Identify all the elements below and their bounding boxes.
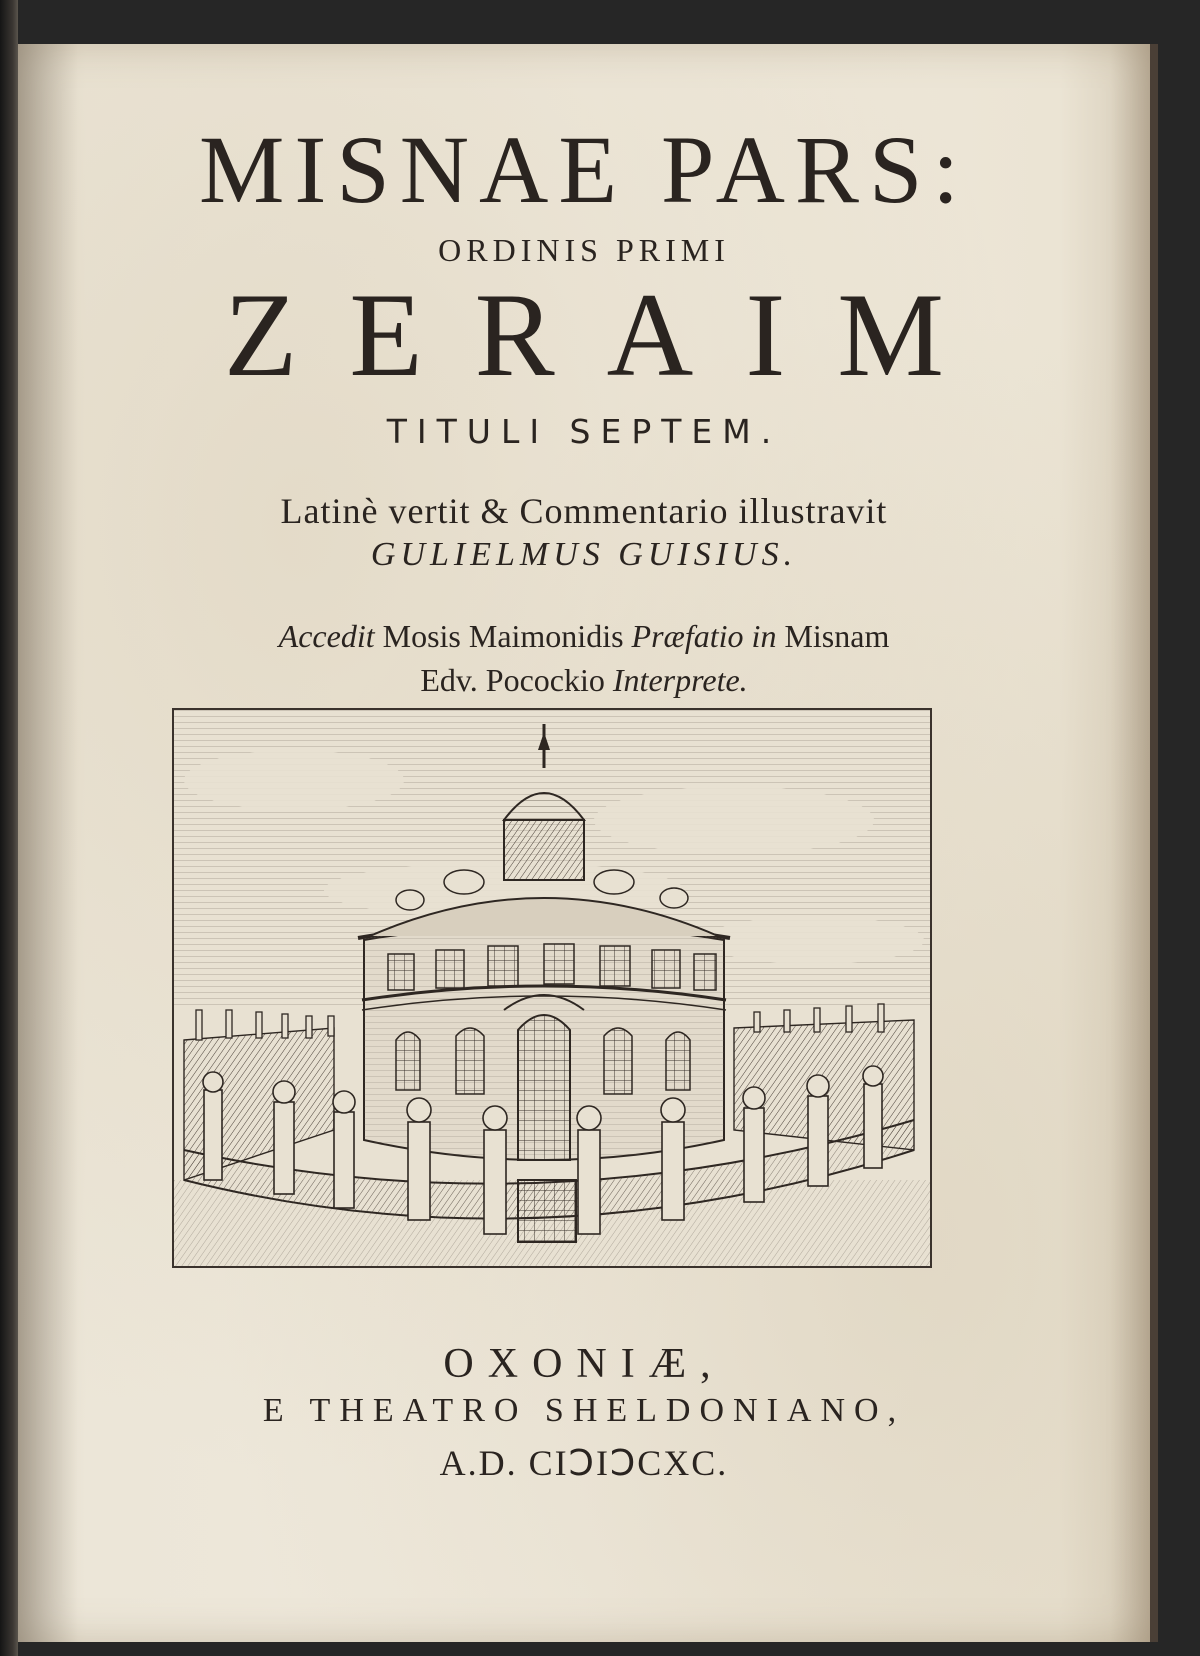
title-zeraim: ZERAIM xyxy=(224,268,996,401)
imprint-city: OXONIÆ, xyxy=(443,1341,725,1387)
title-ordinis-primi: ORDINIS PRIMI xyxy=(438,232,730,268)
accedit-word: Accedit xyxy=(278,618,375,654)
translator-line: Latinè vertit & Commentario illustravit xyxy=(280,491,888,531)
interprete-word: Interprete. xyxy=(612,662,748,698)
title-tituli-septem: TITULI SEPTEM. xyxy=(386,412,782,451)
book-binding xyxy=(0,0,18,1656)
title-page xyxy=(18,44,1158,1642)
maimonides-name: Mosis Maimonidis xyxy=(374,618,632,654)
misnam-word: Misnam xyxy=(776,618,890,654)
imprint-date: A.D. CIↃIↃCXC. xyxy=(439,1443,729,1483)
translator-name: GULIELMUS GUISIUS. xyxy=(370,536,798,573)
front-gate xyxy=(518,1180,576,1242)
pococke-line xyxy=(18,662,1150,699)
title-misnae-pars: MISNAE PARS: xyxy=(198,116,969,223)
praefatio-word: Præfatio in xyxy=(631,618,777,654)
pococke-name: Edv. Pocockio xyxy=(420,662,613,698)
imprint-press: E THEATRO SHELDONIANO, xyxy=(262,1392,906,1429)
engraving-drawing xyxy=(174,710,930,1266)
sheldonian-theatre-engraving xyxy=(172,708,932,1268)
accedit-line xyxy=(18,618,1150,655)
